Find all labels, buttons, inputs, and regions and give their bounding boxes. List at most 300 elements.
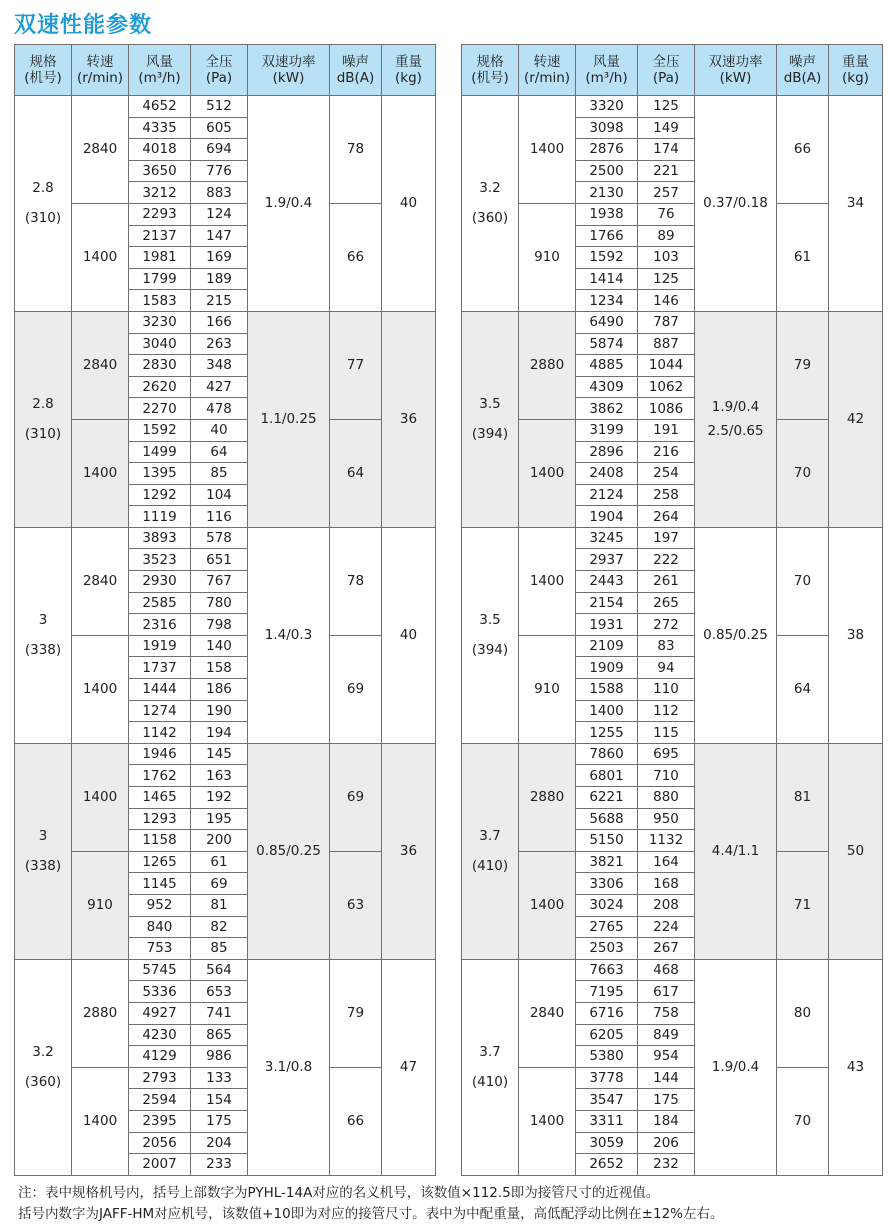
pressure-cell: 94 — [638, 657, 695, 679]
speed-cell: 910 — [519, 203, 576, 311]
size-cell — [462, 96, 519, 312]
header-size-label: 规格 — [476, 54, 504, 70]
flow-cell: 1592 — [129, 419, 191, 441]
flow-cell: 5150 — [576, 830, 638, 852]
size-number: 3.5 — [479, 612, 501, 629]
size-sub-number: (338) — [24, 858, 62, 875]
flow-cell: 4652 — [129, 96, 191, 118]
power-value: 1.1/0.25 — [260, 411, 317, 428]
pressure-cell: 986 — [191, 1046, 248, 1068]
table-row — [15, 743, 436, 765]
header-row — [15, 45, 436, 96]
flow-cell: 3306 — [576, 873, 638, 895]
speed-cell: 2840 — [72, 527, 129, 635]
pressure-cell: 169 — [191, 247, 248, 269]
flow-cell: 2876 — [576, 139, 638, 161]
flow-cell: 6490 — [576, 311, 638, 333]
header-pressure — [191, 45, 248, 96]
speed-cell: 910 — [519, 635, 576, 743]
pressure-cell: 125 — [638, 96, 695, 118]
flow-cell: 1255 — [576, 722, 638, 744]
noise-cell: 78 — [330, 96, 382, 204]
flow-cell: 2652 — [576, 1154, 638, 1176]
flow-cell: 6801 — [576, 765, 638, 787]
weight-cell: 43 — [829, 959, 883, 1175]
size-cell — [15, 96, 72, 312]
speed-cell: 1400 — [519, 419, 576, 527]
header-speed — [72, 45, 129, 96]
flow-cell: 3098 — [576, 117, 638, 139]
pressure-cell: 89 — [638, 225, 695, 247]
speed-cell: 1400 — [519, 527, 576, 635]
flow-cell: 6716 — [576, 1002, 638, 1024]
flow-cell: 2316 — [129, 614, 191, 636]
pressure-cell: 263 — [191, 333, 248, 355]
flow-cell: 1583 — [129, 290, 191, 312]
power-value: 0.85/0.25 — [256, 843, 321, 860]
flow-cell: 1946 — [129, 743, 191, 765]
pressure-cell: 258 — [638, 484, 695, 506]
pressure-cell: 233 — [191, 1154, 248, 1176]
power-value: 0.85/0.25 — [703, 627, 768, 644]
power-cell — [248, 527, 330, 743]
table-row — [15, 203, 436, 225]
noise-cell: 70 — [777, 419, 829, 527]
header-size — [15, 45, 72, 96]
header-speed-label: 转速 — [86, 54, 114, 70]
flow-cell: 5745 — [129, 959, 191, 981]
flow-cell: 2793 — [129, 1067, 191, 1089]
power-cell — [695, 959, 777, 1175]
weight-cell: 42 — [829, 311, 883, 527]
header-flow-label: 风量 — [593, 54, 620, 70]
pressure-cell: 149 — [638, 117, 695, 139]
pressure-cell: 140 — [191, 635, 248, 657]
power-cell — [248, 311, 330, 527]
pressure-cell: 76 — [638, 203, 695, 225]
flow-cell: 4309 — [576, 376, 638, 398]
header-power-label: 双速功率 — [708, 54, 763, 70]
flow-cell: 1762 — [129, 765, 191, 787]
header-noise-label: 噪声 — [342, 54, 369, 70]
weight-cell: 47 — [382, 959, 436, 1175]
pressure-cell: 158 — [191, 657, 248, 679]
header-pressure-label: 全压 — [205, 54, 233, 70]
noise-cell: 66 — [330, 203, 382, 311]
flow-cell: 3059 — [576, 1132, 638, 1154]
pressure-cell: 741 — [191, 1002, 248, 1024]
table-row — [15, 635, 436, 657]
header-power — [695, 45, 777, 96]
pressure-cell: 195 — [191, 808, 248, 830]
power-value: 1.4/0.3 — [264, 627, 313, 644]
page-title: 双速性能参数 — [14, 13, 153, 38]
power-cell — [695, 743, 777, 959]
size-cell — [15, 527, 72, 743]
power-value: 0.37/0.18 — [703, 195, 768, 212]
pressure-cell: 578 — [191, 527, 248, 549]
noise-cell: 64 — [777, 635, 829, 743]
power-cell — [695, 96, 777, 312]
size-sub-number: (410) — [471, 1074, 509, 1091]
flow-cell: 2930 — [129, 571, 191, 593]
pressure-cell: 200 — [191, 830, 248, 852]
header-power-unit: (kW) — [272, 70, 305, 86]
header-noise-unit: dB(A) — [783, 70, 822, 86]
flow-cell: 2830 — [129, 355, 191, 377]
pressure-cell: 216 — [638, 441, 695, 463]
size-number: 3.2 — [479, 180, 501, 197]
pressure-cell: 163 — [191, 765, 248, 787]
pressure-cell: 191 — [638, 419, 695, 441]
header-size — [462, 45, 519, 96]
pressure-cell: 69 — [191, 873, 248, 895]
header-noise-label: 噪声 — [789, 54, 816, 70]
pressure-cell: 189 — [191, 268, 248, 290]
spec-table-right — [461, 44, 883, 1176]
size-number: 2.8 — [32, 396, 54, 413]
pressure-cell: 776 — [191, 160, 248, 182]
power-value: 4.4/1.1 — [711, 843, 760, 860]
pressure-cell: 427 — [191, 376, 248, 398]
flow-cell: 7663 — [576, 959, 638, 981]
speed-cell: 2880 — [72, 959, 129, 1067]
header-power-unit: (kW) — [719, 70, 752, 86]
power-value: 3.1/0.8 — [264, 1059, 313, 1076]
pressure-cell: 40 — [191, 419, 248, 441]
flow-cell: 4129 — [129, 1046, 191, 1068]
speed-cell: 1400 — [72, 203, 129, 311]
flow-cell: 1265 — [129, 851, 191, 873]
flow-cell: 4927 — [129, 1002, 191, 1024]
flow-cell: 7860 — [576, 743, 638, 765]
size-number: 2.8 — [32, 180, 54, 197]
table-row — [462, 311, 883, 333]
pressure-cell: 164 — [638, 851, 695, 873]
header-power — [248, 45, 330, 96]
size-cell — [462, 311, 519, 527]
speed-cell: 1400 — [519, 851, 576, 959]
flow-cell: 952 — [129, 894, 191, 916]
flow-cell: 2293 — [129, 203, 191, 225]
flow-cell: 1274 — [129, 700, 191, 722]
header-pressure-label: 全压 — [652, 54, 680, 70]
flow-cell: 3212 — [129, 182, 191, 204]
pressure-cell: 85 — [191, 463, 248, 485]
noise-cell: 79 — [777, 311, 829, 419]
flow-cell: 2395 — [129, 1110, 191, 1132]
noise-cell: 70 — [777, 1067, 829, 1175]
pressure-cell: 254 — [638, 463, 695, 485]
pressure-cell: 133 — [191, 1067, 248, 1089]
header-weight — [382, 45, 436, 96]
flow-cell: 2500 — [576, 160, 638, 182]
flow-cell: 7195 — [576, 981, 638, 1003]
pressure-cell: 1086 — [638, 398, 695, 420]
size-number: 3 — [38, 828, 48, 845]
header-flow-unit: (m³/h) — [138, 70, 181, 86]
flow-cell: 2270 — [129, 398, 191, 420]
pressure-cell: 115 — [638, 722, 695, 744]
flow-cell: 3523 — [129, 549, 191, 571]
pressure-cell: 125 — [638, 268, 695, 290]
pressure-cell: 215 — [191, 290, 248, 312]
size-number: 3.7 — [479, 1044, 501, 1061]
pressure-cell: 265 — [638, 592, 695, 614]
pressure-cell: 184 — [638, 1110, 695, 1132]
flow-cell: 1465 — [129, 787, 191, 809]
pressure-cell: 64 — [191, 441, 248, 463]
table-row — [462, 527, 883, 549]
flow-cell: 1400 — [576, 700, 638, 722]
pressure-cell: 787 — [638, 311, 695, 333]
header-flow-unit: (m³/h) — [585, 70, 628, 86]
noise-cell: 79 — [330, 959, 382, 1067]
flow-cell: 1142 — [129, 722, 191, 744]
flow-cell: 5874 — [576, 333, 638, 355]
noise-cell: 69 — [330, 635, 382, 743]
pressure-cell: 224 — [638, 916, 695, 938]
pressure-cell: 605 — [191, 117, 248, 139]
flow-cell: 2503 — [576, 938, 638, 960]
table-row — [462, 743, 883, 765]
flow-cell: 2137 — [129, 225, 191, 247]
pressure-cell: 1044 — [638, 355, 695, 377]
speed-cell: 2840 — [72, 96, 129, 204]
noise-cell: 71 — [777, 851, 829, 959]
flow-cell: 2056 — [129, 1132, 191, 1154]
speed-cell: 2840 — [519, 959, 576, 1067]
flow-cell: 2130 — [576, 182, 638, 204]
flow-cell: 1737 — [129, 657, 191, 679]
pressure-cell: 221 — [638, 160, 695, 182]
flow-cell: 2109 — [576, 635, 638, 657]
pressure-cell: 112 — [638, 700, 695, 722]
flow-cell: 1592 — [576, 247, 638, 269]
header-flow — [129, 45, 191, 96]
flow-cell: 6221 — [576, 787, 638, 809]
power-cell — [248, 743, 330, 959]
flow-cell: 4018 — [129, 139, 191, 161]
weight-cell: 36 — [382, 743, 436, 959]
flow-cell: 840 — [129, 916, 191, 938]
flow-cell: 3311 — [576, 1110, 638, 1132]
flow-cell: 1444 — [129, 679, 191, 701]
pressure-cell: 651 — [191, 549, 248, 571]
pressure-cell: 849 — [638, 1024, 695, 1046]
header-flow-label: 风量 — [146, 54, 173, 70]
header-speed — [519, 45, 576, 96]
pressure-cell: 257 — [638, 182, 695, 204]
flow-cell: 4230 — [129, 1024, 191, 1046]
pressure-cell: 208 — [638, 894, 695, 916]
power-value: 1.9/0.4 — [711, 1059, 760, 1076]
header-noise — [330, 45, 382, 96]
pressure-cell: 758 — [638, 1002, 695, 1024]
flow-cell: 5688 — [576, 808, 638, 830]
table-row — [462, 635, 883, 657]
noise-cell: 66 — [330, 1067, 382, 1175]
header-size-unit: (机号) — [471, 70, 509, 86]
pressure-cell: 883 — [191, 182, 248, 204]
size-number: 3.5 — [479, 396, 501, 413]
pressure-cell: 204 — [191, 1132, 248, 1154]
table-row — [15, 1067, 436, 1089]
pressure-cell: 512 — [191, 96, 248, 118]
size-sub-number: (360) — [24, 1074, 62, 1091]
flow-cell: 1292 — [129, 484, 191, 506]
table-row — [462, 96, 883, 118]
pressure-cell: 103 — [638, 247, 695, 269]
pressure-cell: 617 — [638, 981, 695, 1003]
size-cell — [462, 743, 519, 959]
pressure-cell: 145 — [191, 743, 248, 765]
spec-table-left — [14, 44, 436, 1176]
power-cell — [695, 527, 777, 743]
header-pressure — [638, 45, 695, 96]
speed-cell: 1400 — [519, 1067, 576, 1175]
header-size-unit: (机号) — [24, 70, 62, 86]
size-cell — [462, 527, 519, 743]
flow-cell: 1158 — [129, 830, 191, 852]
flow-cell: 2620 — [129, 376, 191, 398]
speed-cell: 1400 — [72, 419, 129, 527]
header-pressure-unit: (Pa) — [652, 70, 680, 86]
size-cell — [15, 959, 72, 1175]
header-size-label: 规格 — [29, 54, 57, 70]
flow-cell: 1119 — [129, 506, 191, 528]
speed-cell: 910 — [72, 851, 129, 959]
pressure-cell: 264 — [638, 506, 695, 528]
flow-cell: 1938 — [576, 203, 638, 225]
flow-cell: 1234 — [576, 290, 638, 312]
header-row — [462, 45, 883, 96]
flow-cell: 2007 — [129, 1154, 191, 1176]
noise-cell: 70 — [777, 527, 829, 635]
flow-cell: 1414 — [576, 268, 638, 290]
size-sub-number: (394) — [471, 642, 509, 659]
flow-cell: 3862 — [576, 398, 638, 420]
speed-cell: 1400 — [72, 635, 129, 743]
flow-cell: 5380 — [576, 1046, 638, 1068]
pressure-cell: 194 — [191, 722, 248, 744]
pressure-cell: 154 — [191, 1089, 248, 1111]
pressure-cell: 694 — [191, 139, 248, 161]
pressure-cell: 85 — [191, 938, 248, 960]
flow-cell: 2154 — [576, 592, 638, 614]
header-weight-unit: (kg) — [395, 70, 422, 86]
flow-cell: 4335 — [129, 117, 191, 139]
speed-cell: 1400 — [72, 743, 129, 851]
header-power-label: 双速功率 — [261, 54, 316, 70]
flow-cell: 3199 — [576, 419, 638, 441]
pressure-cell: 104 — [191, 484, 248, 506]
pressure-cell: 767 — [191, 571, 248, 593]
pressure-cell: 653 — [191, 981, 248, 1003]
size-sub-number: (338) — [24, 642, 62, 659]
flow-cell: 3821 — [576, 851, 638, 873]
pressure-cell: 232 — [638, 1154, 695, 1176]
flow-cell: 2443 — [576, 571, 638, 593]
pressure-cell: 192 — [191, 787, 248, 809]
table-row — [15, 851, 436, 873]
header-weight-label: 重量 — [842, 54, 869, 70]
flow-cell: 5336 — [129, 981, 191, 1003]
pressure-cell: 468 — [638, 959, 695, 981]
noise-cell: 69 — [330, 743, 382, 851]
flow-cell: 1499 — [129, 441, 191, 463]
size-sub-number: (410) — [471, 858, 509, 875]
table-row — [462, 203, 883, 225]
flow-cell: 2765 — [576, 916, 638, 938]
size-number: 3.2 — [32, 1044, 54, 1061]
pressure-cell: 272 — [638, 614, 695, 636]
flow-cell: 4885 — [576, 355, 638, 377]
pressure-cell: 887 — [638, 333, 695, 355]
flow-cell: 3320 — [576, 96, 638, 118]
header-noise — [777, 45, 829, 96]
power-value: 1.9/0.4 — [264, 195, 313, 212]
flow-cell: 3040 — [129, 333, 191, 355]
pressure-cell: 174 — [638, 139, 695, 161]
weight-cell: 38 — [829, 527, 883, 743]
pressure-cell: 81 — [191, 894, 248, 916]
size-cell — [15, 311, 72, 527]
pressure-cell: 166 — [191, 311, 248, 333]
footnote-line: 注：表中规格机号内，括号上部数字为PYHL-14A对应的名义机号，该数值×112.5即为接管尺寸的近视值。 — [18, 1185, 660, 1201]
pressure-cell: 1062 — [638, 376, 695, 398]
header-speed-label: 转速 — [533, 54, 561, 70]
size-cell — [15, 743, 72, 959]
pressure-cell: 206 — [638, 1132, 695, 1154]
weight-cell: 40 — [382, 96, 436, 312]
flow-cell: 2585 — [129, 592, 191, 614]
table-row — [15, 419, 436, 441]
pressure-cell: 124 — [191, 203, 248, 225]
flow-cell: 3245 — [576, 527, 638, 549]
table-row — [15, 96, 436, 118]
pressure-cell: 116 — [191, 506, 248, 528]
power-value: 2.5/0.65 — [707, 423, 764, 440]
flow-cell: 1909 — [576, 657, 638, 679]
flow-cell: 2408 — [576, 463, 638, 485]
pressure-cell: 564 — [191, 959, 248, 981]
flow-cell: 1145 — [129, 873, 191, 895]
pressure-cell: 197 — [638, 527, 695, 549]
flow-cell: 1904 — [576, 506, 638, 528]
footnotes — [18, 1183, 724, 1225]
noise-cell: 63 — [330, 851, 382, 959]
pressure-cell: 880 — [638, 787, 695, 809]
size-sub-number: (310) — [24, 210, 62, 227]
header-pressure-unit: (Pa) — [205, 70, 233, 86]
flow-cell: 3650 — [129, 160, 191, 182]
header-speed-unit: (r/min) — [76, 70, 124, 86]
pressure-cell: 110 — [638, 679, 695, 701]
pressure-cell: 710 — [638, 765, 695, 787]
flow-cell: 1395 — [129, 463, 191, 485]
noise-cell: 64 — [330, 419, 382, 527]
pressure-cell: 267 — [638, 938, 695, 960]
speed-cell: 1400 — [519, 96, 576, 204]
pressure-cell: 186 — [191, 679, 248, 701]
pressure-cell: 954 — [638, 1046, 695, 1068]
pressure-cell: 190 — [191, 700, 248, 722]
pressure-cell: 144 — [638, 1067, 695, 1089]
pressure-cell: 261 — [638, 571, 695, 593]
size-sub-number: (310) — [24, 426, 62, 443]
pressure-cell: 478 — [191, 398, 248, 420]
